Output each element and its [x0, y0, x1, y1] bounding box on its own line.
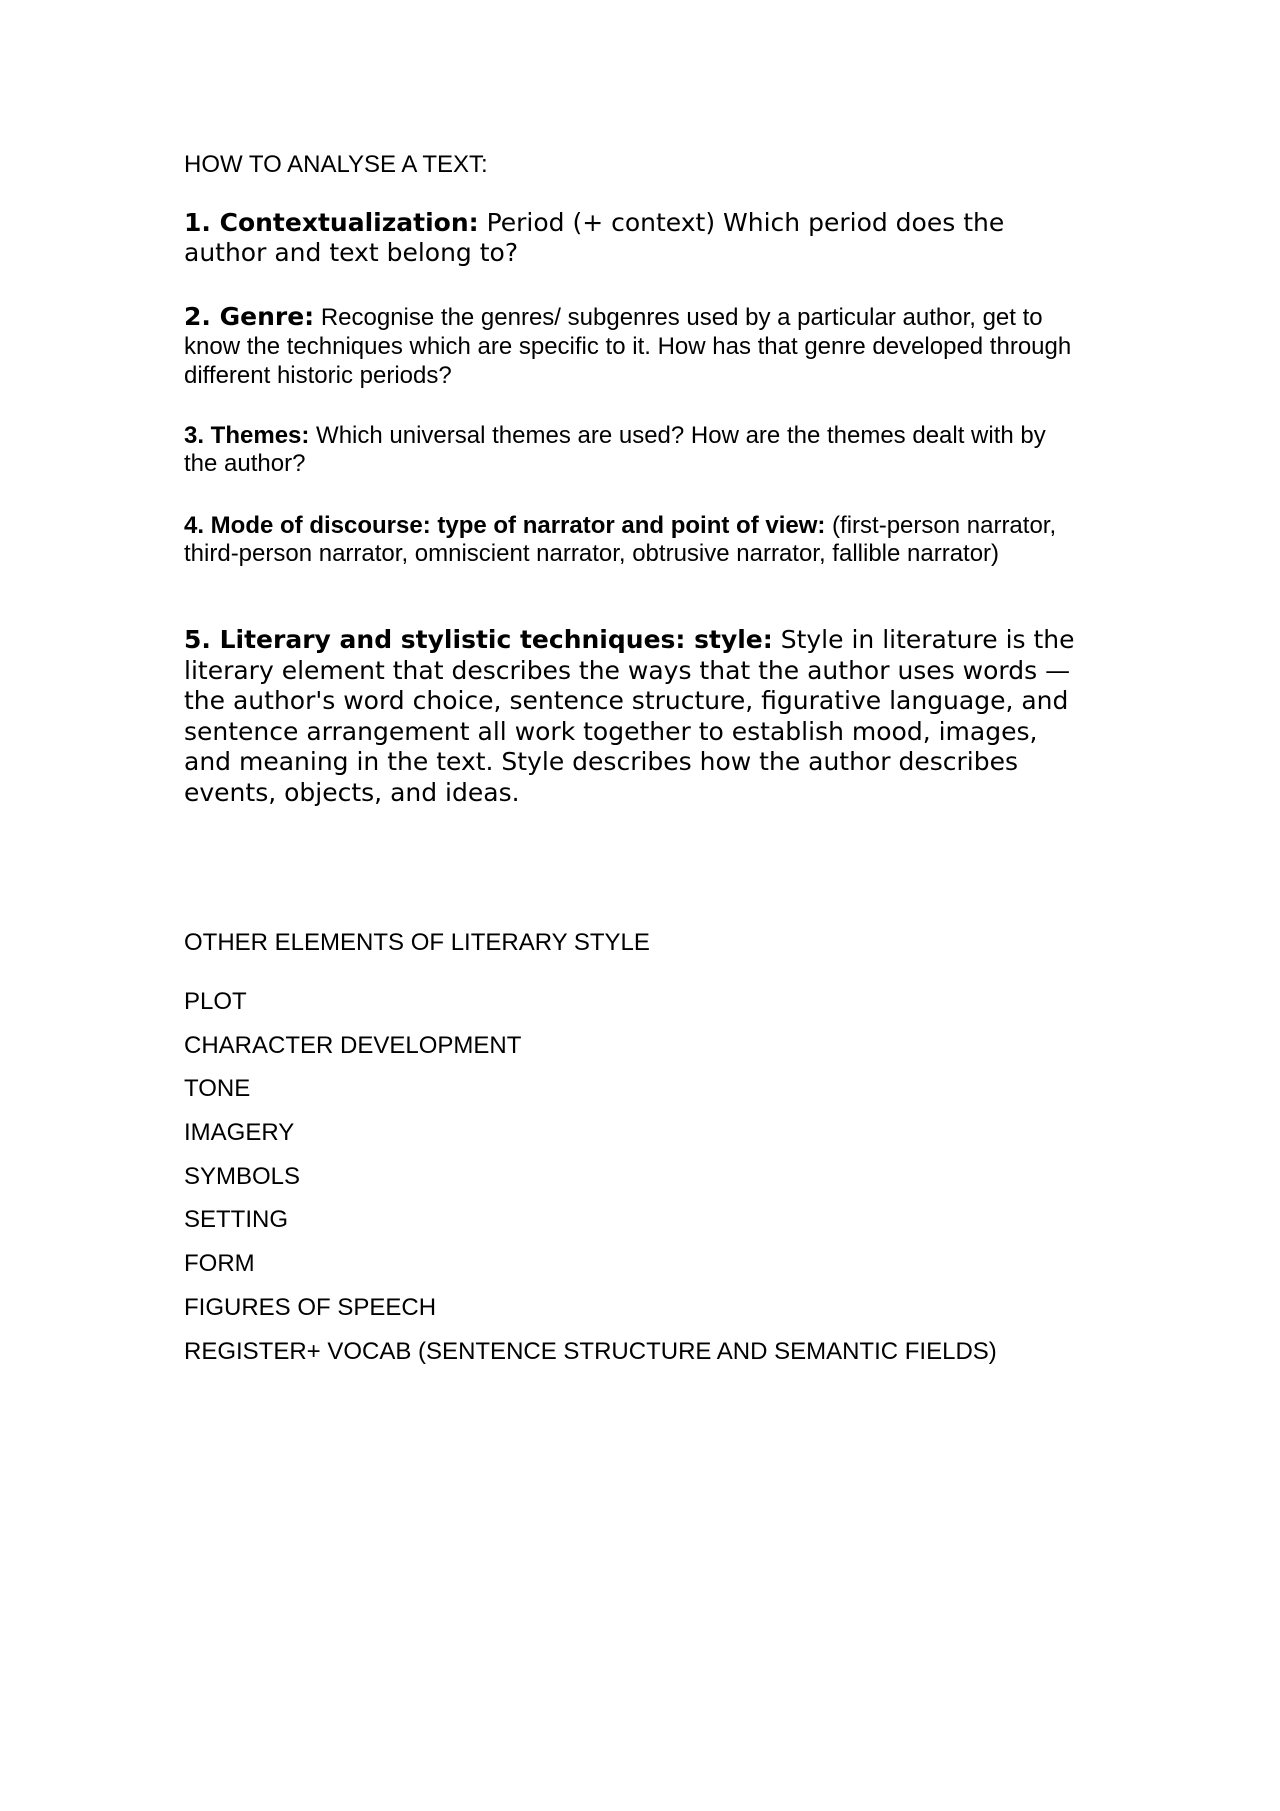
list-item: SYMBOLS	[184, 1162, 301, 1190]
item-text: Which universal themes are used? How are the themes dealt with by the author?	[184, 422, 1046, 477]
page-title: HOW TO ANALYSE A TEXT:	[184, 151, 488, 178]
document-content	[184, 150, 1084, 1365]
list-item: SETTING	[184, 1206, 289, 1234]
analysis-item-genre	[184, 302, 1084, 390]
list-item: PLOT	[184, 988, 247, 1015]
list-item: CHARACTER DEVELOPMENT	[184, 1031, 522, 1059]
list-item: FIGURES OF SPEECH	[184, 1293, 437, 1321]
analysis-item-themes	[184, 422, 1084, 478]
item-text: Style in literature is the literary element that describes the ways that the author uses words — the author's word choice, sentence structure, figurative language, and sentence arrangement all work together to establish mood, images, and meaning in the text. Style describes how the author describes events, objects, and ideas.	[184, 625, 1075, 807]
analysis-item-mode-of-discourse	[184, 512, 1084, 568]
list-item: IMAGERY	[184, 1119, 295, 1147]
item-label: 5. Literary and stylistic techniques: style:	[184, 625, 773, 654]
analysis-item-contextualization	[184, 208, 1084, 268]
item-text: (first-person narrator, third-person narrator, omniscient narrator, obtrusive narrator, fallible narrator)	[184, 512, 1057, 567]
section-heading-other-elements: OTHER ELEMENTS OF LITERARY STYLE	[184, 929, 650, 956]
list-item: TONE	[184, 1075, 251, 1103]
item-text: Period (+ context) Which period does the author and text belong to?	[184, 208, 1005, 267]
item-label: 1. Contextualization:	[184, 208, 479, 237]
analysis-item-style	[184, 625, 1084, 808]
literary-elements-list	[184, 987, 997, 1380]
item-label: 3. Themes:	[184, 422, 310, 449]
item-text: Recognise the genres/ subgenres used by a particular author, get to know the techniques which are specific to it. How has that genre developed through different historic periods?	[184, 304, 1072, 389]
list-item: REGISTER+ VOCAB (SENTENCE STRUCTURE AND SEMANTIC FIELDS)	[184, 1337, 997, 1365]
list-item: FORM	[184, 1250, 255, 1278]
item-label: 4. Mode of discourse: type of narrator and point of view:	[184, 512, 826, 539]
item-label: 2. Genre:	[184, 302, 315, 331]
